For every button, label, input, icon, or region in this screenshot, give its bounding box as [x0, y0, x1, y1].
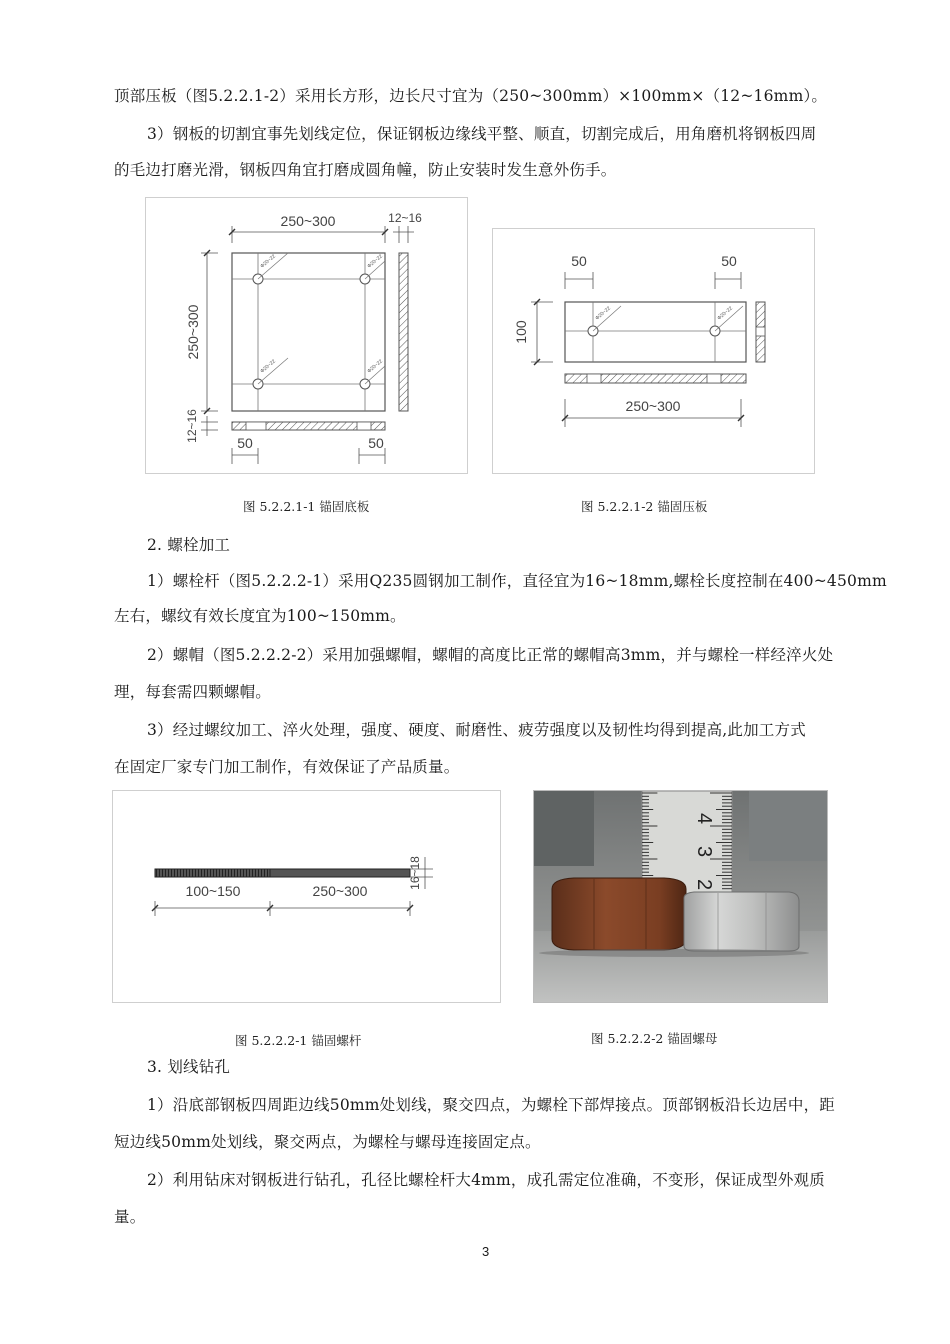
paragraph-line: 2）利用钻床对钢板进行钻孔，孔径比螺栓杆大4mm，成孔需定位准确，不变形，保证成型外观质 [147, 1171, 825, 1189]
dim-edge-label: 50 [237, 435, 253, 451]
section-heading: 2. 螺栓加工 [147, 536, 231, 554]
dim-thickness-label: 12~16 [185, 409, 199, 443]
nut-photo-illustration [534, 791, 828, 1003]
dim-thread-label: 100~150 [185, 883, 241, 899]
figure-caption: 图 5.2.2.2-1 锚固螺杆 [235, 1033, 362, 1048]
base-plate-drawing [146, 198, 467, 473]
dim-edge-label: 50 [368, 435, 384, 451]
paragraph-line: 1）沿底部钢板四周距边线50mm处划线，聚交四点，为螺栓下部焊接点。顶部钢板沿长边居中，距 [147, 1096, 835, 1114]
press-plate-drawing [493, 229, 814, 473]
hole-label: Ф20~22 [594, 305, 612, 322]
paragraph-line: 短边线50mm处划线，聚交两点，为螺栓与螺母连接固定点。 [114, 1133, 541, 1151]
paragraph-line: 左右，螺纹有效长度宜为100~150mm。 [114, 607, 406, 625]
figure-caption: 图 5.2.2.1-1 锚固底板 [243, 499, 370, 514]
dim-height-label: 250~300 [185, 304, 201, 360]
dim-plain-label: 250~300 [312, 883, 368, 899]
dim-width-label: 250~300 [280, 213, 336, 229]
dim-height-label: 100 [513, 320, 529, 344]
page-number: 3 [482, 1244, 490, 1259]
paragraph-line: 理，每套需四颗螺帽。 [114, 683, 272, 701]
hole-label: Ф20~22 [366, 253, 384, 270]
dim-edge-label: 50 [721, 253, 737, 269]
hole-label: Ф20~22 [259, 358, 277, 375]
dim-edge-label: 50 [571, 253, 587, 269]
section-heading: 3. 划线钻孔 [147, 1058, 231, 1076]
paragraph-line: 1）螺栓杆（图5.2.2.2-1）采用Q235圆钢加工制作，直径宜为16~18mm,螺栓长度控制在400~450mm [147, 572, 887, 590]
ruler-label: 3 [693, 846, 715, 858]
dim-thickness-label: 12~16 [388, 211, 422, 225]
paragraph-line: 顶部压板（图5.2.2.1-2）采用长方形，边长尺寸宜为（250~300mm）×100mm×（12~16mm）。 [114, 87, 828, 105]
paragraph-line: 3）经过螺纹加工、淬火处理，强度、硬度、耐磨性、疲劳强度以及韧性均得到提高,此加工方式 [147, 721, 806, 739]
ruler-label: 4 [693, 813, 715, 825]
figure-caption: 图 5.2.2.2-2 锚固螺母 [591, 1031, 718, 1046]
figure-anchor-press-plate [492, 228, 815, 474]
anchor-bolt-drawing [113, 791, 500, 1002]
hole-label: Ф20~22 [366, 358, 384, 375]
paragraph-line: 3）钢板的切割宜事先划线定位，保证钢板边缘线平整、顺直，切割完成后，用角磨机将钢板四周 [147, 125, 817, 143]
figure-anchor-bolt [112, 790, 501, 1003]
ruler-label: 2 [693, 879, 715, 891]
dim-diameter-label: 16~18 [408, 856, 422, 890]
figure-anchor-base-plate [145, 197, 468, 474]
paragraph-line: 在固定厂家专门加工制作，有效保证了产品质量。 [114, 758, 460, 776]
figure-anchor-nut-photo [533, 790, 828, 1003]
figure-caption: 图 5.2.2.1-2 锚固压板 [581, 499, 708, 514]
paragraph-line: 2）螺帽（图5.2.2.2-2）采用加强螺帽，螺帽的高度比正常的螺帽高3mm，并与螺栓一样经淬火处 [147, 646, 834, 664]
paragraph-line: 量。 [114, 1208, 146, 1226]
hole-label: Ф20~22 [259, 253, 277, 270]
hole-label: Ф20~22 [716, 305, 734, 322]
dim-length-label: 250~300 [625, 398, 681, 414]
paragraph-line: 的毛边打磨光滑，钢板四角宜打磨成圆角幢，防止安装时发生意外伤手。 [114, 161, 617, 179]
